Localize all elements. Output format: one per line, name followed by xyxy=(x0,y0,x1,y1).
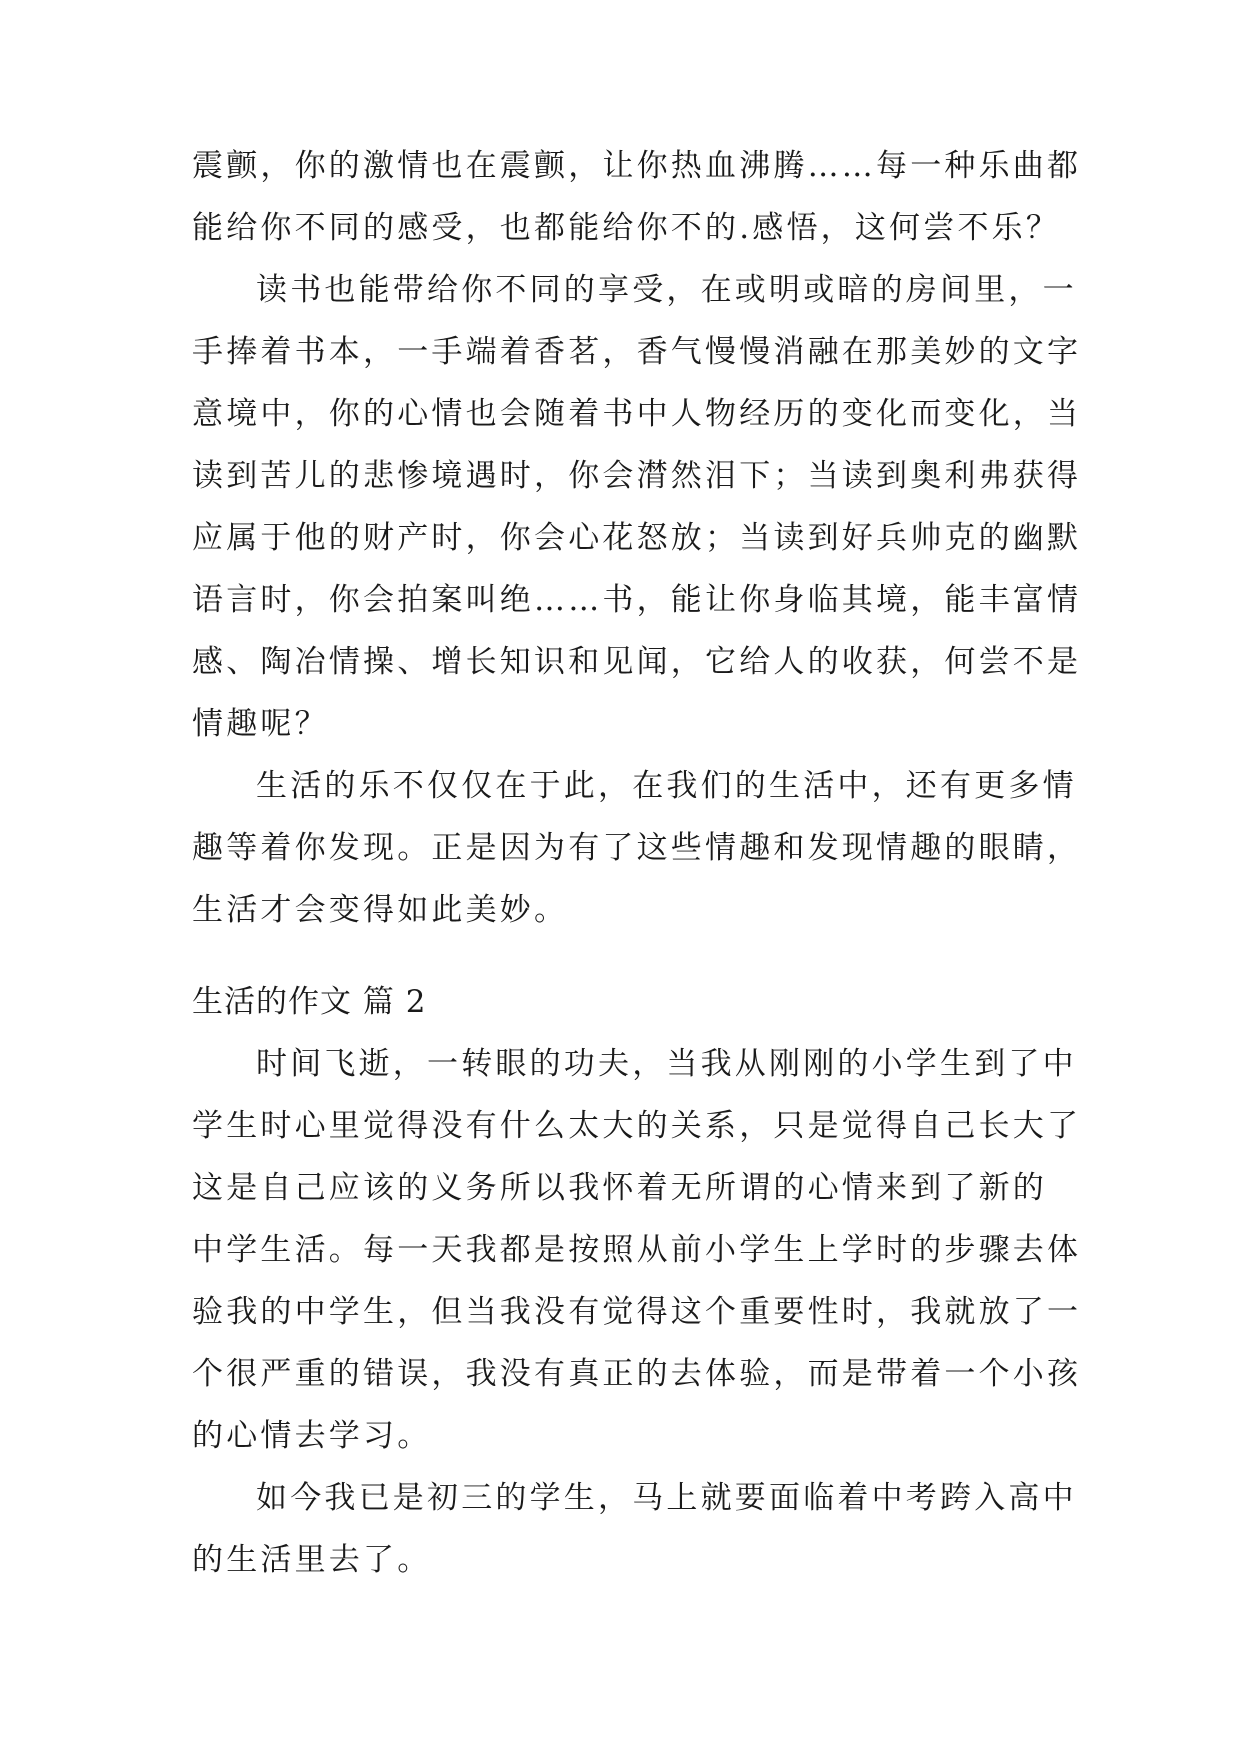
text-line: 情趣呢？ xyxy=(192,706,329,742)
text-line: 感、陶冶情操、增长知识和见闻，它给人的收获，何尝不是 xyxy=(192,644,1082,680)
text-line: 时间飞逝，一转眼的功夫，当我从刚刚的小学生到了中 xyxy=(256,1046,1077,1082)
text-line: 学生时心里觉得没有什么太大的关系，只是觉得自己长大了 xyxy=(192,1108,1082,1144)
text-line: 意境中，你的心情也会随着书中人物经历的变化而变化，当 xyxy=(192,396,1082,432)
text-line: 的心情去学习。 xyxy=(192,1418,432,1454)
text-line: 验我的中学生，但当我没有觉得这个重要性时，我就放了一 xyxy=(192,1294,1082,1330)
text-line: 这是自己应该的义务所以我怀着无所谓的心情来到了新的 xyxy=(192,1170,1047,1206)
text-line: 趣等着你发现。正是因为有了这些情趣和发现情趣的眼睛， xyxy=(192,830,1082,866)
section-heading: 生活的作文 篇 2 xyxy=(192,984,427,1020)
text-line: 语言时，你会拍案叫绝……书，能让你身临其境，能丰富情 xyxy=(192,582,1082,618)
text-line: 能给你不同的感受，也都能给你不的.感悟，这何尝不乐？ xyxy=(192,210,1061,246)
text-line: 震颤，你的激情也在震颤，让你热血沸腾……每一种乐曲都 xyxy=(192,148,1082,184)
text-line: 个很严重的错误，我没有真正的去体验，而是带着一个小孩 xyxy=(192,1356,1082,1392)
text-line: 手捧着书本，一手端着香茗，香气慢慢消融在那美妙的文字 xyxy=(192,334,1082,370)
text-line: 的生活里去了。 xyxy=(192,1542,432,1578)
text-line: 读书也能带给你不同的享受，在或明或暗的房间里，一 xyxy=(256,272,1077,308)
text-line: 生活的乐不仅仅在于此，在我们的生活中，还有更多情 xyxy=(256,768,1077,804)
text-line: 应属于他的财产时，你会心花怒放；当读到好兵帅克的幽默 xyxy=(192,520,1082,556)
text-line: 读到苦儿的悲惨境遇时，你会潸然泪下；当读到奥利弗获得 xyxy=(192,458,1082,494)
text-line: 生活才会变得如此美妙。 xyxy=(192,892,569,928)
text-line: 中学生活。每一天我都是按照从前小学生上学时的步骤去体 xyxy=(192,1232,1082,1268)
text-line: 如今我已是初三的学生，马上就要面临着中考跨入高中 xyxy=(256,1480,1077,1516)
